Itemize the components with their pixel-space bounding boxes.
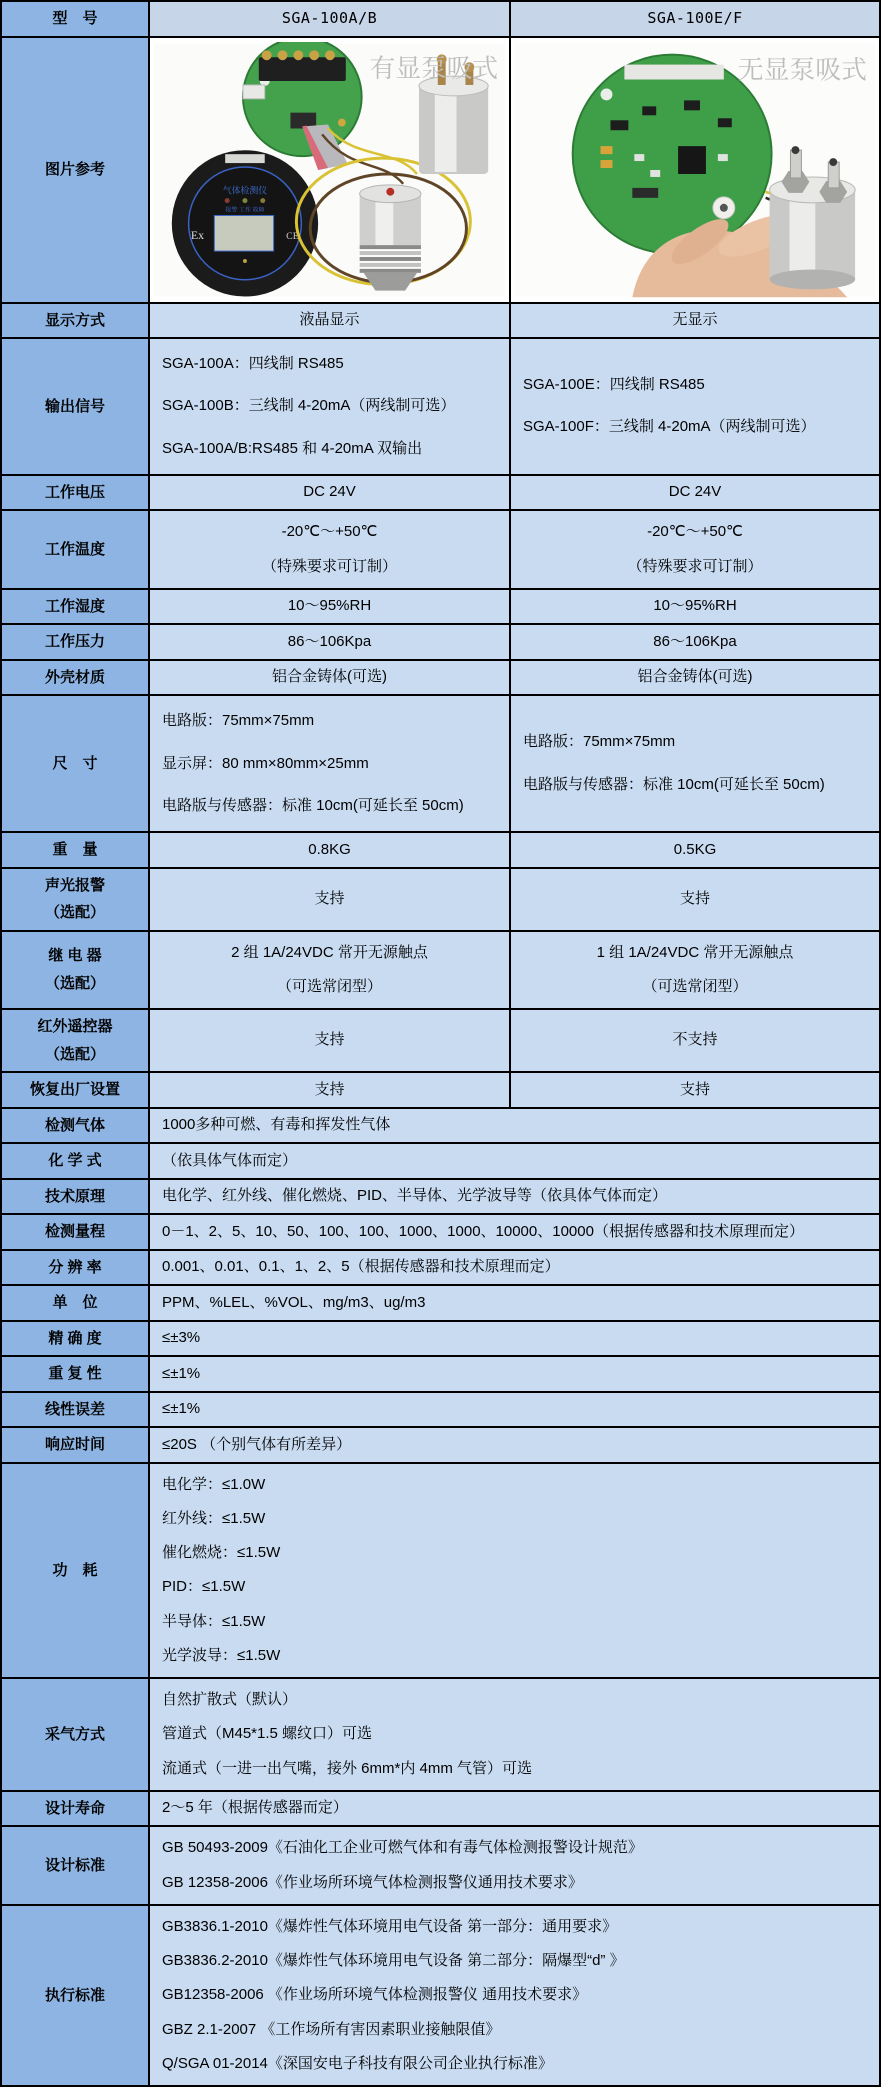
- row-label-text: 工作电压: [44, 483, 105, 501]
- work-led: [242, 198, 247, 203]
- spec-row: [2, 1010, 879, 1073]
- spec-value-line: 0.001、0.01、0.1、1、2、5（根据传感器和技术原理而定）: [162, 1258, 560, 1276]
- spec-value-line: 电路版：75mm×75mm: [162, 712, 315, 730]
- spec-value-cell-span: [150, 1827, 879, 1906]
- spec-value-cell-span: [150, 1109, 879, 1145]
- spec-value-cell: [511, 661, 879, 697]
- row-label-text: 重 复 性: [48, 1365, 102, 1382]
- spec-value-line: 铝合金铸体(可选): [637, 668, 753, 686]
- spec-value-cell: [150, 304, 511, 340]
- pcb-label: [624, 64, 723, 79]
- row-label: [2, 1428, 150, 1464]
- spec-value-cell: [150, 339, 511, 476]
- row-label: [2, 1109, 150, 1145]
- spec-row: [2, 1286, 879, 1322]
- spec-row: [2, 1144, 879, 1180]
- spec-value-line: 电路版：75mm×75mm: [523, 733, 676, 751]
- row-label-text: 声光报警: [44, 876, 105, 894]
- spec-row: [2, 1428, 879, 1464]
- spec-value-line: 0.5KG: [673, 840, 717, 858]
- spec-row: [2, 1679, 879, 1792]
- spec-value-line: 2～5 年（根据传感器而定）: [162, 1799, 348, 1817]
- spec-value-line: GBZ 2.1-2007 《工作场所有害因素职业接触限值》: [162, 2020, 501, 2038]
- spec-value-line: 86～106Kpa: [653, 632, 737, 650]
- spec-value-line: 1 组 1A/24VDC 常开无源触点: [596, 943, 794, 961]
- spec-value-line: 86～106Kpa: [287, 632, 372, 650]
- spec-value-cell-span: [150, 1792, 879, 1828]
- spec-value-line: GB3836.2-2010《爆炸性气体环境用电气设备 第二部分：隔爆型“d” 》: [162, 1952, 625, 1969]
- row-label-text: 设计标准: [44, 1856, 105, 1874]
- spec-value-line: （可选常闭型）: [642, 977, 748, 995]
- spec-value-line: Q/SGA 01-2014《深国安电子科技有限公司企业执行标准》: [162, 2054, 553, 2072]
- row-label: [2, 1180, 150, 1216]
- spec-row: [2, 696, 879, 833]
- spec-value-cell: [150, 869, 511, 932]
- row-label-text: 检测气体: [44, 1116, 105, 1134]
- row-label: [2, 511, 150, 590]
- header-row: [2, 2, 879, 38]
- spec-value-line: ≤20S （个别气体有所差异）: [162, 1435, 352, 1453]
- row-label: [2, 696, 150, 833]
- spec-value-cell: [511, 932, 879, 1011]
- spec-value-cell: [511, 1073, 879, 1109]
- spec-row: [2, 869, 879, 932]
- spec-row: [2, 661, 879, 697]
- row-label: [2, 932, 150, 1011]
- main-ic-chip: [678, 146, 706, 174]
- row-label-text: 工作温度: [44, 540, 105, 558]
- lcd-screen: [214, 215, 273, 251]
- row-label-text: 执行标准: [44, 1986, 105, 2004]
- spec-value-line: GB3836.1-2010《爆炸性气体环境用电气设备 第一部分：通用要求》: [162, 1917, 618, 1935]
- row-label: [2, 833, 150, 869]
- row-label: [2, 1286, 150, 1322]
- row-label-subtext: （选配）: [44, 904, 105, 921]
- row-label: [2, 1251, 150, 1287]
- row-label: [2, 1357, 150, 1393]
- spec-value-cell: [150, 833, 511, 869]
- spec-value-line: ≤±1%: [162, 1364, 201, 1382]
- photo-ef-illustration: [515, 42, 875, 298]
- spec-value-line: 电化学、红外线、催化燃烧、PID、半导体、光学波导等（依具体气体而定）: [162, 1187, 668, 1205]
- spec-value-cell: [150, 476, 511, 512]
- spec-row: [2, 304, 879, 340]
- gauge-top-label: [225, 154, 265, 163]
- photo-row: [2, 38, 879, 304]
- spec-value-cell-span: [150, 1906, 879, 2085]
- spec-value-line: 红外线：≤1.5W: [162, 1509, 266, 1527]
- spec-value-line: 10～95%RH: [653, 597, 737, 615]
- row-label: [2, 1215, 150, 1251]
- row-label: [2, 1792, 150, 1828]
- spec-value-line: 显示屏：80 mm×80mm×25mm: [162, 754, 369, 772]
- spec-value-cell-span: [150, 1286, 879, 1322]
- spec-value-cell-span: [150, 1144, 879, 1180]
- row-label: [2, 1322, 150, 1358]
- ribbed-sensor: [360, 184, 421, 290]
- row-label: [2, 1679, 150, 1792]
- row-label-text: 技术原理: [44, 1187, 105, 1205]
- spec-value-cell: [511, 304, 879, 340]
- spec-value-line: 自然扩散式（默认）: [162, 1691, 298, 1708]
- spec-value-line: 支持: [314, 1031, 345, 1049]
- row-label-text: 工作湿度: [44, 597, 105, 615]
- spec-value-line: 10～95%RH: [287, 597, 372, 615]
- row-label: [2, 869, 150, 932]
- spec-value-line: 支持: [314, 889, 345, 907]
- fault-led: [260, 198, 265, 203]
- row-label-text: 恢复出厂设置: [29, 1081, 120, 1098]
- spec-value-line: （特殊要求可订制）: [627, 557, 763, 575]
- spec-row: [2, 1322, 879, 1358]
- spec-row: [2, 476, 879, 512]
- spec-value-line: 光学波导：≤1.5W: [162, 1646, 281, 1664]
- spec-value-line: SGA-100A：四线制 RS485: [162, 355, 344, 372]
- spec-value-cell-span: [150, 1322, 879, 1358]
- row-label: [2, 625, 150, 661]
- spec-row: [2, 932, 879, 1011]
- row-label: [2, 1393, 150, 1429]
- row-label-text: 重 量: [52, 841, 98, 858]
- spec-row: [2, 1109, 879, 1145]
- row-label-text: 精 确 度: [48, 1329, 102, 1347]
- row-label-text: 显示方式: [44, 311, 105, 329]
- spec-value-line: 电化学：≤1.0W: [162, 1475, 266, 1493]
- spec-value-cell: [511, 1010, 879, 1073]
- row-label: [2, 1827, 150, 1906]
- spec-value-cell: [511, 511, 879, 590]
- watermark-text-left: 有显泵吸式: [369, 54, 499, 83]
- spec-value-cell: [150, 511, 511, 590]
- spec-row: [2, 1464, 879, 1680]
- spec-value-cell: [511, 476, 879, 512]
- spec-value-line: 1000多种可燃、有毒和挥发性气体: [162, 1116, 391, 1134]
- row-label-text: 输出信号: [44, 397, 105, 415]
- spec-value-cell: [511, 590, 879, 626]
- spec-value-line: 0－1、2、5、10、50、100、100、1000、1000、10000、10000（根据传感器和技术原理而定）: [162, 1222, 804, 1240]
- spec-row: [2, 590, 879, 626]
- spec-value-line: 半导体：≤1.5W: [162, 1612, 266, 1630]
- spec-row: [2, 625, 879, 661]
- spec-row: [2, 1180, 879, 1216]
- spec-value-line: 支持: [314, 1080, 345, 1098]
- spec-value-cell: [511, 696, 879, 833]
- spec-value-line: （特殊要求可订制）: [261, 557, 397, 575]
- spec-row: [2, 1215, 879, 1251]
- spec-value-line: （依具体气体而定）: [162, 1151, 298, 1169]
- row-label-text: 设计寿命: [44, 1799, 105, 1817]
- photo-product-ef: [511, 38, 879, 304]
- row-label-text: 响应时间: [44, 1436, 105, 1453]
- row-label: [2, 1073, 150, 1109]
- row-label-text: 外壳材质: [44, 668, 105, 686]
- alarm-led: [225, 198, 230, 203]
- row-label: [2, 476, 150, 512]
- spec-value-line: 铝合金铸体(可选): [272, 668, 387, 686]
- spec-value-line: 2 组 1A/24VDC 常开无源触点: [231, 943, 428, 961]
- spec-row: [2, 833, 879, 869]
- spec-value-line: 不支持: [672, 1031, 718, 1049]
- spec-value-cell: [150, 696, 511, 833]
- spec-value-cell-span: [150, 1357, 879, 1393]
- ex-marking-text: Ex: [190, 227, 205, 242]
- spec-value-line: （可选常闭型）: [276, 977, 382, 995]
- row-label-text: 单 位: [52, 1294, 98, 1311]
- spec-row: [2, 1827, 879, 1906]
- spec-value-line: SGA-100F：三线制 4-20mA（两线制可选）: [523, 418, 816, 436]
- spec-value-line: 流通式（一进一出气嘴，接外 6mm*内 4mm 气管）可选: [162, 1759, 533, 1777]
- spec-value-line: 支持: [679, 1080, 710, 1098]
- spec-value-line: ≤±1%: [162, 1400, 201, 1418]
- spec-value-line: SGA-100E：四线制 RS485: [523, 376, 705, 394]
- row-label-subtext: （选配）: [44, 1045, 105, 1063]
- spec-value-cell: [150, 590, 511, 626]
- led-labels-text: 报警 工作 故障: [225, 207, 265, 214]
- spec-value-line: 管道式（M45*1.5 螺纹口）可选: [162, 1725, 373, 1743]
- row-label-text: 尺 寸: [52, 754, 98, 772]
- pcb-board: [243, 42, 362, 156]
- spec-value-line: SGA-100A/B:RS485 和 4-20mA 双输出: [162, 439, 423, 457]
- spec-value-line: 电路版与传感器：标准 10cm(可延长至 50cm): [162, 796, 464, 814]
- spec-value-line: ≤±3%: [162, 1329, 201, 1347]
- spec-value-line: SGA-100B：三线制 4-20mA（两线制可选）: [162, 397, 456, 415]
- spec-value-line: 液晶显示: [299, 311, 360, 329]
- row-label-text: 化 学 式: [48, 1152, 102, 1169]
- photo-ab-illustration: [154, 42, 505, 298]
- photo-row-label: [2, 38, 150, 304]
- row-label: [2, 590, 150, 626]
- spec-value-line: GB 50493-2009《石油化工企业可燃气体和有毒气体检测报警设计规范》: [162, 1839, 643, 1857]
- ce-marking-text: CE: [286, 230, 299, 242]
- header-model-label: [2, 2, 150, 38]
- spec-value-cell: [511, 339, 879, 476]
- watermark-text-right: 无显泵吸式: [737, 56, 868, 85]
- row-label-subtext: （选配）: [44, 974, 105, 992]
- row-label-text: 功 耗: [52, 1561, 98, 1579]
- header-model-label-text: 型 号: [52, 10, 98, 27]
- spec-value-line: -20℃～+50℃: [281, 523, 378, 541]
- row-label-text: 工作压力: [44, 633, 105, 651]
- spec-row: [2, 1792, 879, 1828]
- spec-row: [2, 1357, 879, 1393]
- row-label-text: 线性误差: [44, 1400, 105, 1418]
- spec-value-line: 无显示: [672, 311, 718, 329]
- spec-value-cell: [511, 833, 879, 869]
- spec-value-line: 电路版与传感器：标准 10cm(可延长至 50cm): [523, 775, 825, 793]
- spec-value-line: GB12358-2006 《作业场所环境气体检测报警仪 通用技术要求》: [162, 1986, 588, 2004]
- spec-value-cell: [150, 932, 511, 1011]
- row-label: [2, 1906, 150, 2085]
- row-label: [2, 1010, 150, 1073]
- spec-rows: [2, 304, 879, 2086]
- row-label-text: 采气方式: [44, 1725, 105, 1743]
- row-label-text: 检测量程: [44, 1223, 105, 1240]
- spec-value-line: 支持: [679, 889, 710, 907]
- spec-value-cell: [150, 625, 511, 661]
- spec-value-cell: [511, 869, 879, 932]
- model-a-text: SGA-100A/B: [281, 9, 378, 27]
- spec-value-cell-span: [150, 1251, 879, 1287]
- spec-row: [2, 1906, 879, 2085]
- spec-row: [2, 1393, 879, 1429]
- row-label-text: 红外遥控器: [37, 1018, 113, 1035]
- spec-value-cell: [511, 625, 879, 661]
- spec-row: [2, 511, 879, 590]
- row-label-text: 分 辨 率: [48, 1258, 102, 1276]
- spec-value-line: 0.8KG: [308, 840, 351, 858]
- row-label: [2, 339, 150, 476]
- spec-value-cell: [150, 1073, 511, 1109]
- spec-value-line: PID：≤1.5W: [162, 1578, 246, 1596]
- photo-product-ab: [150, 38, 511, 304]
- sensor-red-dot: [386, 187, 394, 195]
- row-label-text: 继 电 器: [48, 947, 102, 965]
- photo-row-label-text: 图片参考: [44, 160, 105, 178]
- spec-value-cell-span: [150, 1215, 879, 1251]
- spec-value-cell: [150, 1010, 511, 1073]
- spec-value-cell-span: [150, 1464, 879, 1680]
- header-model-e: [511, 2, 879, 38]
- model-e-text: SGA-100E/F: [647, 9, 743, 27]
- spec-value-line: 催化燃烧：≤1.5W: [162, 1544, 281, 1561]
- row-label: [2, 1144, 150, 1180]
- spec-value-cell-span: [150, 1393, 879, 1429]
- spec-value-cell-span: [150, 1180, 879, 1216]
- row-label: [2, 661, 150, 697]
- spec-value-line: DC 24V: [668, 483, 722, 501]
- row-label: [2, 1464, 150, 1680]
- spec-value-line: -20℃～+50℃: [647, 523, 743, 541]
- header-model-a: [150, 2, 511, 38]
- spec-value-cell-span: [150, 1428, 879, 1464]
- spec-row: [2, 1073, 879, 1109]
- spec-value-line: PPM、%LEL、%VOL、mg/m3、ug/m3: [162, 1293, 426, 1311]
- spec-value-line: DC 24V: [303, 483, 356, 501]
- spec-value-line: GB 12358-2006《作业场所环境气体检测报警仪通用技术要求》: [162, 1873, 583, 1891]
- gauge-title-text: 气体检测仪: [222, 185, 268, 196]
- row-label: [2, 304, 150, 340]
- spec-value-cell-span: [150, 1679, 879, 1792]
- spec-row: [2, 1251, 879, 1287]
- spec-row: [2, 339, 879, 476]
- spec-value-cell: [150, 661, 511, 697]
